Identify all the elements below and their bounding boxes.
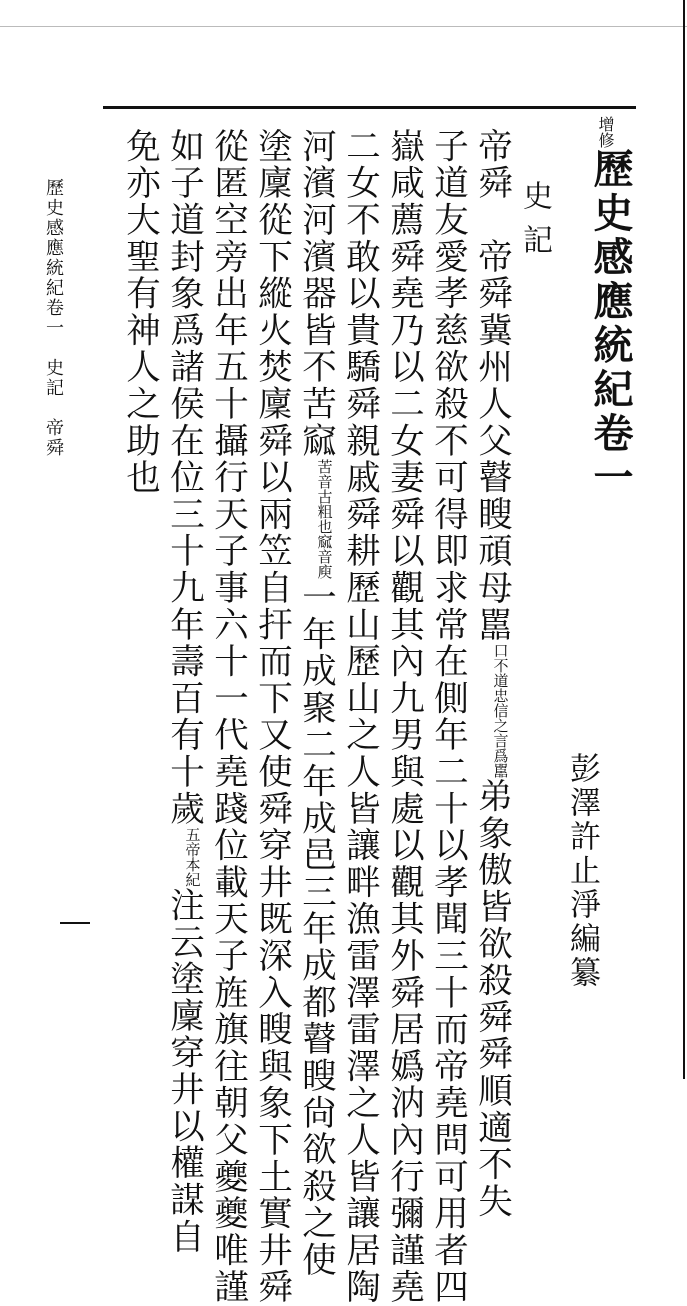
text-column [251, 128, 292, 1306]
column-text: 嶽咸薦舜堯乃以二女妻舜以觀其內九男與處以觀其外舜居嬀汭內行彌謹堯 [383, 128, 424, 1306]
text-column [207, 128, 248, 1306]
column-text: 免亦大聖有神人之助也 [119, 128, 160, 496]
column-text: 帝舜 帝舜冀州人父瞽瞍頑母嚚 [471, 128, 512, 644]
book-title: 歷史感應統紀卷一 [587, 148, 634, 500]
text-column [471, 128, 512, 1220]
column-text: 塗廩從下縱火焚廩舜以兩笠自扞而下又使舜穿井既深入瞍與象下土實井舜 [251, 128, 292, 1306]
author-credit: 彭澤許止淨編纂 [564, 752, 600, 990]
text-column [295, 128, 336, 1279]
text-column [427, 128, 468, 1306]
section-heading: 史記 [517, 180, 552, 268]
column-text-tail: 弟象傲皆欲殺舜舜順適不失 [471, 778, 512, 1220]
column-text-tail: 注云塗廩穿井以權謀自 [163, 887, 204, 1256]
column-text: 河濱河濱器皆不苦窳 [295, 128, 336, 460]
column-text: 子道友愛孝慈欲殺不可得即求常在側年二十以孝聞三十而帝堯問可用者四 [427, 128, 468, 1306]
page-edge [683, 0, 685, 1079]
text-column [339, 128, 380, 1306]
page-number-marker [60, 922, 90, 924]
top-scan-line [0, 26, 687, 27]
header-rule [103, 106, 636, 109]
text-column [163, 128, 204, 1256]
text-column [383, 128, 424, 1306]
inline-annotation: 五帝本紀 [183, 827, 202, 888]
column-text: 如子道封象爲諸侯在位三十九年壽百有十歲 [163, 128, 204, 828]
column-text: 從匿空旁出年五十攝行天子事六十一代堯踐位載天子旌旗往朝父夔夔唯謹 [207, 128, 248, 1306]
inline-annotation: 苦音古粗也窳音庾 [315, 459, 334, 580]
inline-annotation: 口不道忠信之言爲嚚 [491, 643, 510, 779]
running-header: 歷史感應統紀卷一 史記 帝舜 [43, 178, 64, 458]
column-text-tail: 一年成聚二年成邑三年成都瞽瞍尙欲殺之使 [295, 579, 336, 1279]
title-prefix: 增修 [596, 116, 615, 148]
column-text: 二女不敢以貴驕舜親戚舜耕歷山歷山之人皆讓畔漁雷澤雷澤之人皆讓居陶 [339, 128, 380, 1306]
text-column [119, 128, 160, 496]
